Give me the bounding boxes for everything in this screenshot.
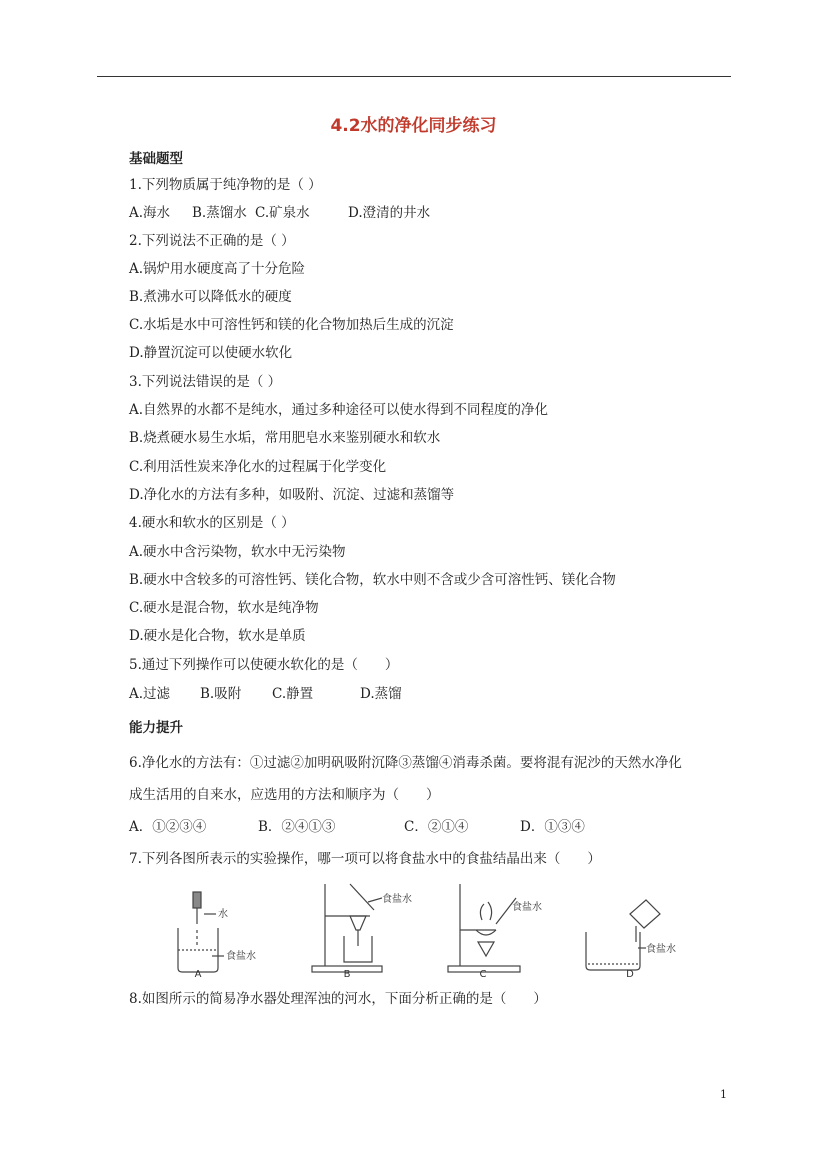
q6-stem-line1: 6.净化水的方法有：①过滤②加明矾吸附沉降③蒸馏④消毒杀菌。要将混有泥沙的天然水净化 — [129, 755, 682, 771]
q3-option-b: B.烧煮硬水易生水垢，常用肥皂水来鉴别硬水和软水 — [129, 430, 441, 446]
q5-option-d: D.蒸馏 — [360, 686, 402, 702]
section-basic-heading: 基础题型 — [129, 151, 183, 167]
figure-b-filtration — [312, 884, 382, 972]
q5-option-a: A.过滤 — [129, 686, 171, 702]
header-rule — [97, 76, 731, 77]
fig-d-brine-label: 食盐水 — [646, 944, 676, 955]
fig-c-letter: C — [479, 969, 487, 980]
q1-option-b: B.蒸馏水 — [192, 205, 247, 221]
q1-option-a: A.海水 — [129, 205, 171, 221]
fig-b-brine-label: 食盐水 — [382, 894, 412, 905]
q5-option-b: B.吸附 — [200, 686, 242, 702]
q3-stem: 3.下列说法错误的是（ ） — [129, 374, 282, 390]
q2-option-c: C.水垢是水中可溶性钙和镁的化合物加热后生成的沉淀 — [129, 317, 454, 333]
q4-option-c: C.硬水是混合物，软水是纯净物 — [129, 600, 319, 616]
q2-stem: 2.下列说法不正确的是（ ） — [129, 233, 295, 249]
page-number: 1 — [720, 1088, 727, 1101]
q2-option-a: A.锅炉用水硬度高了十分危险 — [129, 261, 306, 277]
q2-option-b: B.煮沸水可以降低水的硬度 — [129, 289, 292, 305]
q1-stem: 1.下列物质属于纯净物的是（ ） — [129, 177, 322, 193]
q6-option-c: C．②①④ — [404, 819, 469, 835]
q4-option-b: B.硬水中含较多的可溶性钙、镁化合物，软水中则不含或少含可溶性钙、镁化合物 — [129, 572, 616, 588]
fig-c-brine-label: 食盐水 — [512, 902, 542, 913]
q1-option-d: D.澄清的井水 — [348, 205, 431, 221]
q4-option-d: D.硬水是化合物，软水是单质 — [129, 628, 306, 644]
figure-a-dropping — [178, 892, 224, 972]
q6-option-a: A．①②③④ — [129, 819, 207, 835]
q4-stem: 4.硬水和软水的区别是（ ） — [129, 515, 295, 531]
q4-option-a: A.硬水中含污染物，软水中无污染物 — [129, 544, 346, 560]
q3-option-a: A.自然界的水都不是纯水，通过多种途径可以使水得到不同程度的净化 — [129, 402, 549, 418]
section-advanced-heading: 能力提升 — [129, 720, 183, 736]
fig-a-water-label: 水 — [218, 909, 228, 920]
q1-option-c: C.矿泉水 — [255, 205, 310, 221]
page-title: 4.2水的净化同步练习 — [330, 116, 497, 136]
q2-option-d: D.静置沉淀可以使硬水软化 — [129, 345, 293, 361]
q3-option-c: C.利用活性炭来净化水的过程属于化学变化 — [129, 459, 387, 475]
q3-option-d: D.净化水的方法有多种，如吸附、沉淀、过滤和蒸馏等 — [129, 487, 455, 503]
q7-apparatus-figures — [160, 880, 700, 980]
fig-a-brine-label: 食盐水 — [226, 951, 256, 962]
q5-stem: 5.通过下列操作可以使硬水软化的是（ ） — [129, 657, 399, 673]
q8-stem: 8.如图所示的简易净水器处理浑浊的河水，下面分析正确的是（ ） — [129, 991, 547, 1007]
q7-stem: 7.下列各图所表示的实验操作，哪一项可以将食盐水中的食盐结晶出来（ ） — [129, 851, 601, 867]
figure-d-pouring — [586, 900, 660, 970]
fig-b-letter: B — [343, 969, 351, 980]
q6-stem-line2: 成生活用的自来水，应选用的方法和顺序为（ ） — [129, 787, 440, 803]
fig-d-letter: D — [626, 969, 634, 980]
q6-option-b: B．②④①③ — [258, 819, 336, 835]
q6-option-d: D．①③④ — [520, 819, 585, 835]
figure-c-evaporation — [448, 884, 520, 972]
fig-a-letter: A — [194, 969, 202, 980]
q5-option-c: C.静置 — [272, 686, 314, 702]
